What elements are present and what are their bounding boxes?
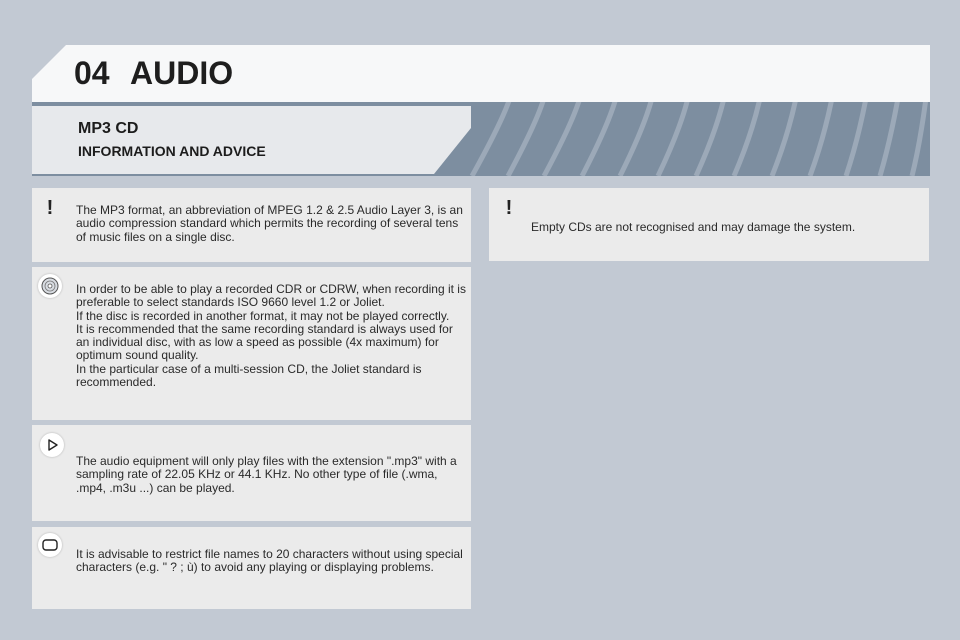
recording-text: In order to be able to play a recorded CDR or CDRW, when recording it is preferable to select standards ISO 9660 level 1.2 or Joliet. If the disc is recorded in another format, it may not be played correctly. It is recommended that the same recording standard is always used for an individual disc, with as low a speed as possible (4x maximum) for optimum sound quality. In the particular case of a multi-session CD, the Joliet standard is recommended. [76, 282, 466, 390]
play-icon [40, 433, 64, 457]
warning-icon: ! [505, 197, 513, 219]
section-title: MP3 CD [78, 120, 139, 137]
extension-text: The audio equipment will only play files with the extension ".mp3" with a sampling rate of 22.05 KHz or 44.1 KHz. No other type of file (.wma, .mp4, .m3u ...) can be played. [76, 454, 457, 495]
section-subtitle: INFORMATION AND ADVICE [78, 143, 266, 159]
note-icon [38, 533, 62, 557]
chapter-title: AUDIO [130, 55, 234, 91]
chapter-number: 04 [74, 55, 110, 91]
section-header-box [32, 106, 471, 174]
filenames-text: It is advisable to restrict file names to 20 characters without using special characters (e.g. " ? ; ù) to avoid any playing or displaying problems. [76, 547, 463, 575]
disc-icon [38, 274, 62, 298]
warning-icon: ! [46, 197, 54, 219]
mp3-format-text: The MP3 format, an abbreviation of MPEG 1.2 & 2.5 Audio Layer 3, is an audio compression standard which permits the recording of several tens of music files on a single disc. [76, 203, 463, 244]
empty-cd-text: Empty CDs are not recognised and may damage the system. [531, 220, 856, 234]
